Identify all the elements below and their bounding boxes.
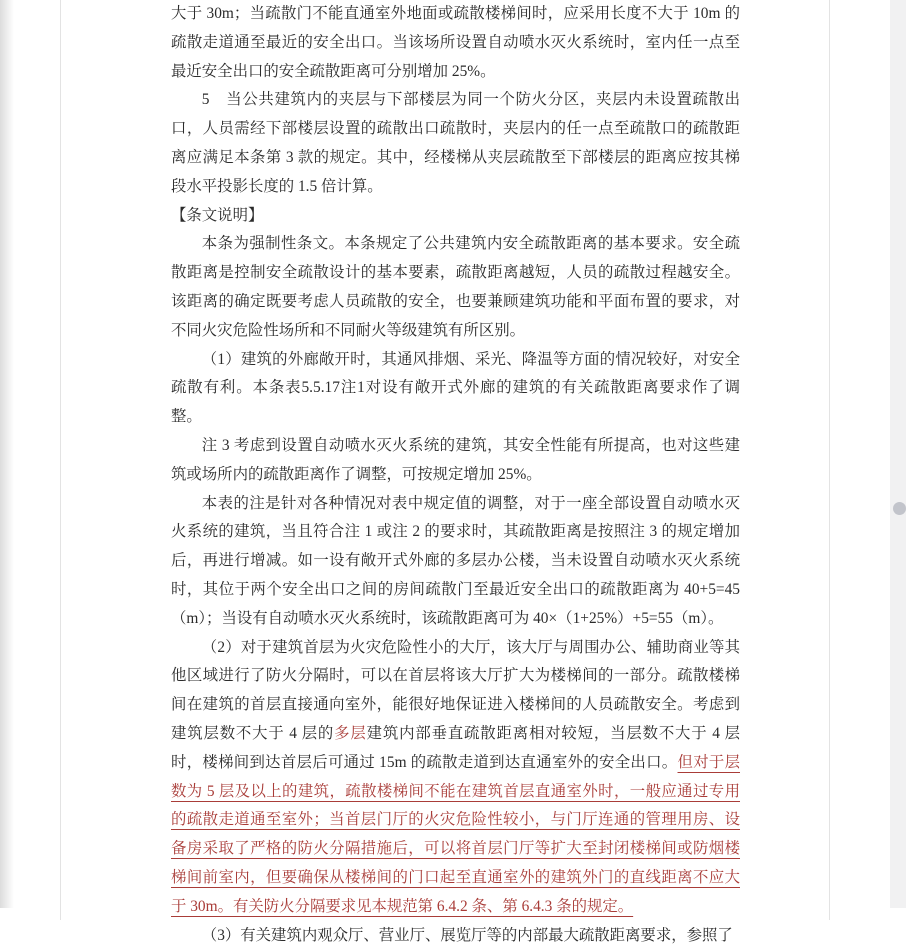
text-segment: 本条为强制性条文。本条规定了公共建筑内安全疏散距离的基本要求。安全疏散距离是控制安全疏散设计的基本要素，疏散距离越短，人员的疏散过程越安全。该距离的确定既要考虑人员疏散的安全，也要兼顾建筑功能和平面布置的要求，对不同火灾危险性场所和不同耐火等级建筑有所区别。 — [171, 235, 740, 338]
paragraph — [171, 202, 740, 231]
text-segment: 5 当公共建筑内的夹层与下部楼层为同一个防火分区，夹层内未设置疏散出口，人员需经下部楼层设置的疏散出口疏散时，夹层内的任一点至疏散口的疏散距离应满足本条第 3 款的规定。其中，经楼梯从夹层疏散至下部楼层的距离应按其梯段水平投影长度的 1.5 倍计算。 — [171, 91, 740, 194]
text-segment: （2）对于建筑首层为火灾危险性小的大厅，该大厅与周围办公、辅助商业等其他区域进行了防火分隔时，可以在首层将该大厅扩大为楼梯间的一部分。疏散楼梯间在建筑的首层直接通向室外，能很好地保证进入楼梯间的人员疏散安全。考虑到建筑层数不大于 4 层的 — [171, 639, 740, 742]
paragraph — [171, 634, 740, 922]
text-segment: 注 3 考虑到设置自动喷水灭火系统的建筑，其安全性能有所提高，也对这些建筑或场所内的疏散距离作了调整，可按规定增加 25%。 — [171, 437, 740, 483]
document-page — [60, 0, 830, 920]
paragraph — [171, 432, 740, 490]
page-edge-shadow — [0, 0, 14, 908]
document-text — [171, 0, 740, 950]
paragraph — [171, 922, 740, 950]
text-segment: （1）建筑的外廊敞开时，其通风排烟、采光、降温等方面的情况较好，对安全疏散有利。本条表5.5.17注1对设有敞开式外廊的建筑的有关疏散距离要求作了调整。 — [171, 351, 740, 426]
text-segment: 大于 30m；当疏散门不能直通室外地面或疏散楼梯间时，应采用长度不大于 10m 的疏散走道通至最近的安全出口。当该场所设置自动喷水灭火系统时，室内任一点至最近安全出口的安全疏散距离可分别增加 25%。 — [171, 5, 740, 80]
annotated-text-segment: 但对于层数为 5 层及以上的建筑，疏散楼梯间不能在建筑首层直通室外时，一般应通过专用的疏散走道通至室外；当首层门厅的火灾危险性较小，与门厅连通的管理用房、设备房采取了严格的防火分隔措施后，可以将首层门厅等扩大至封闭楼梯间或防烟楼梯间前室内，但要确保从楼梯间的门口起至直通室外的建筑外门的直线距离不应大于 30m。有关防火分隔要求见本规范第 6.4.2 条、第 6.4.3 条的规定。 — [171, 754, 740, 915]
text-segment: 【条文说明】 — [171, 207, 263, 224]
paragraph — [171, 86, 740, 201]
text-segment: （3）有关建筑内观众厅、营业厅、展览厅等的内部最大疏散距离要求，参照了 — [202, 927, 733, 944]
paragraph — [171, 346, 740, 432]
paragraph — [171, 490, 740, 634]
scrollbar-track[interactable] — [890, 0, 906, 908]
paragraph — [171, 230, 740, 345]
paragraph — [171, 0, 740, 86]
scrollbar-thumb[interactable] — [893, 502, 906, 515]
text-segment: 建筑内部垂直疏散距离相对较短，当层数不大于 4 层时，楼梯间到达首层后可通过 15m 的疏散走道到达直通室外的安全出口。 — [171, 725, 740, 771]
annotated-text-segment: 多层 — [334, 725, 366, 742]
text-segment: 本表的注是针对各种情况对表中规定值的调整，对于一座全部设置自动喷水灭火系统的建筑，当且符合注 1 或注 2 的要求时，其疏散距离是按照注 3 的规定增加后，再进行增减。如一设有敞开式外廊的多层办公楼，当未设置自动喷水灭火系统时，其位于两个安全出口之间的房间疏散门至最近安全出口的疏散距离为 40+5=45（m）；当设有自动喷水灭火系统时，该疏散距离可为 40×（1+25%）+5=55（m）。 — [171, 495, 740, 627]
